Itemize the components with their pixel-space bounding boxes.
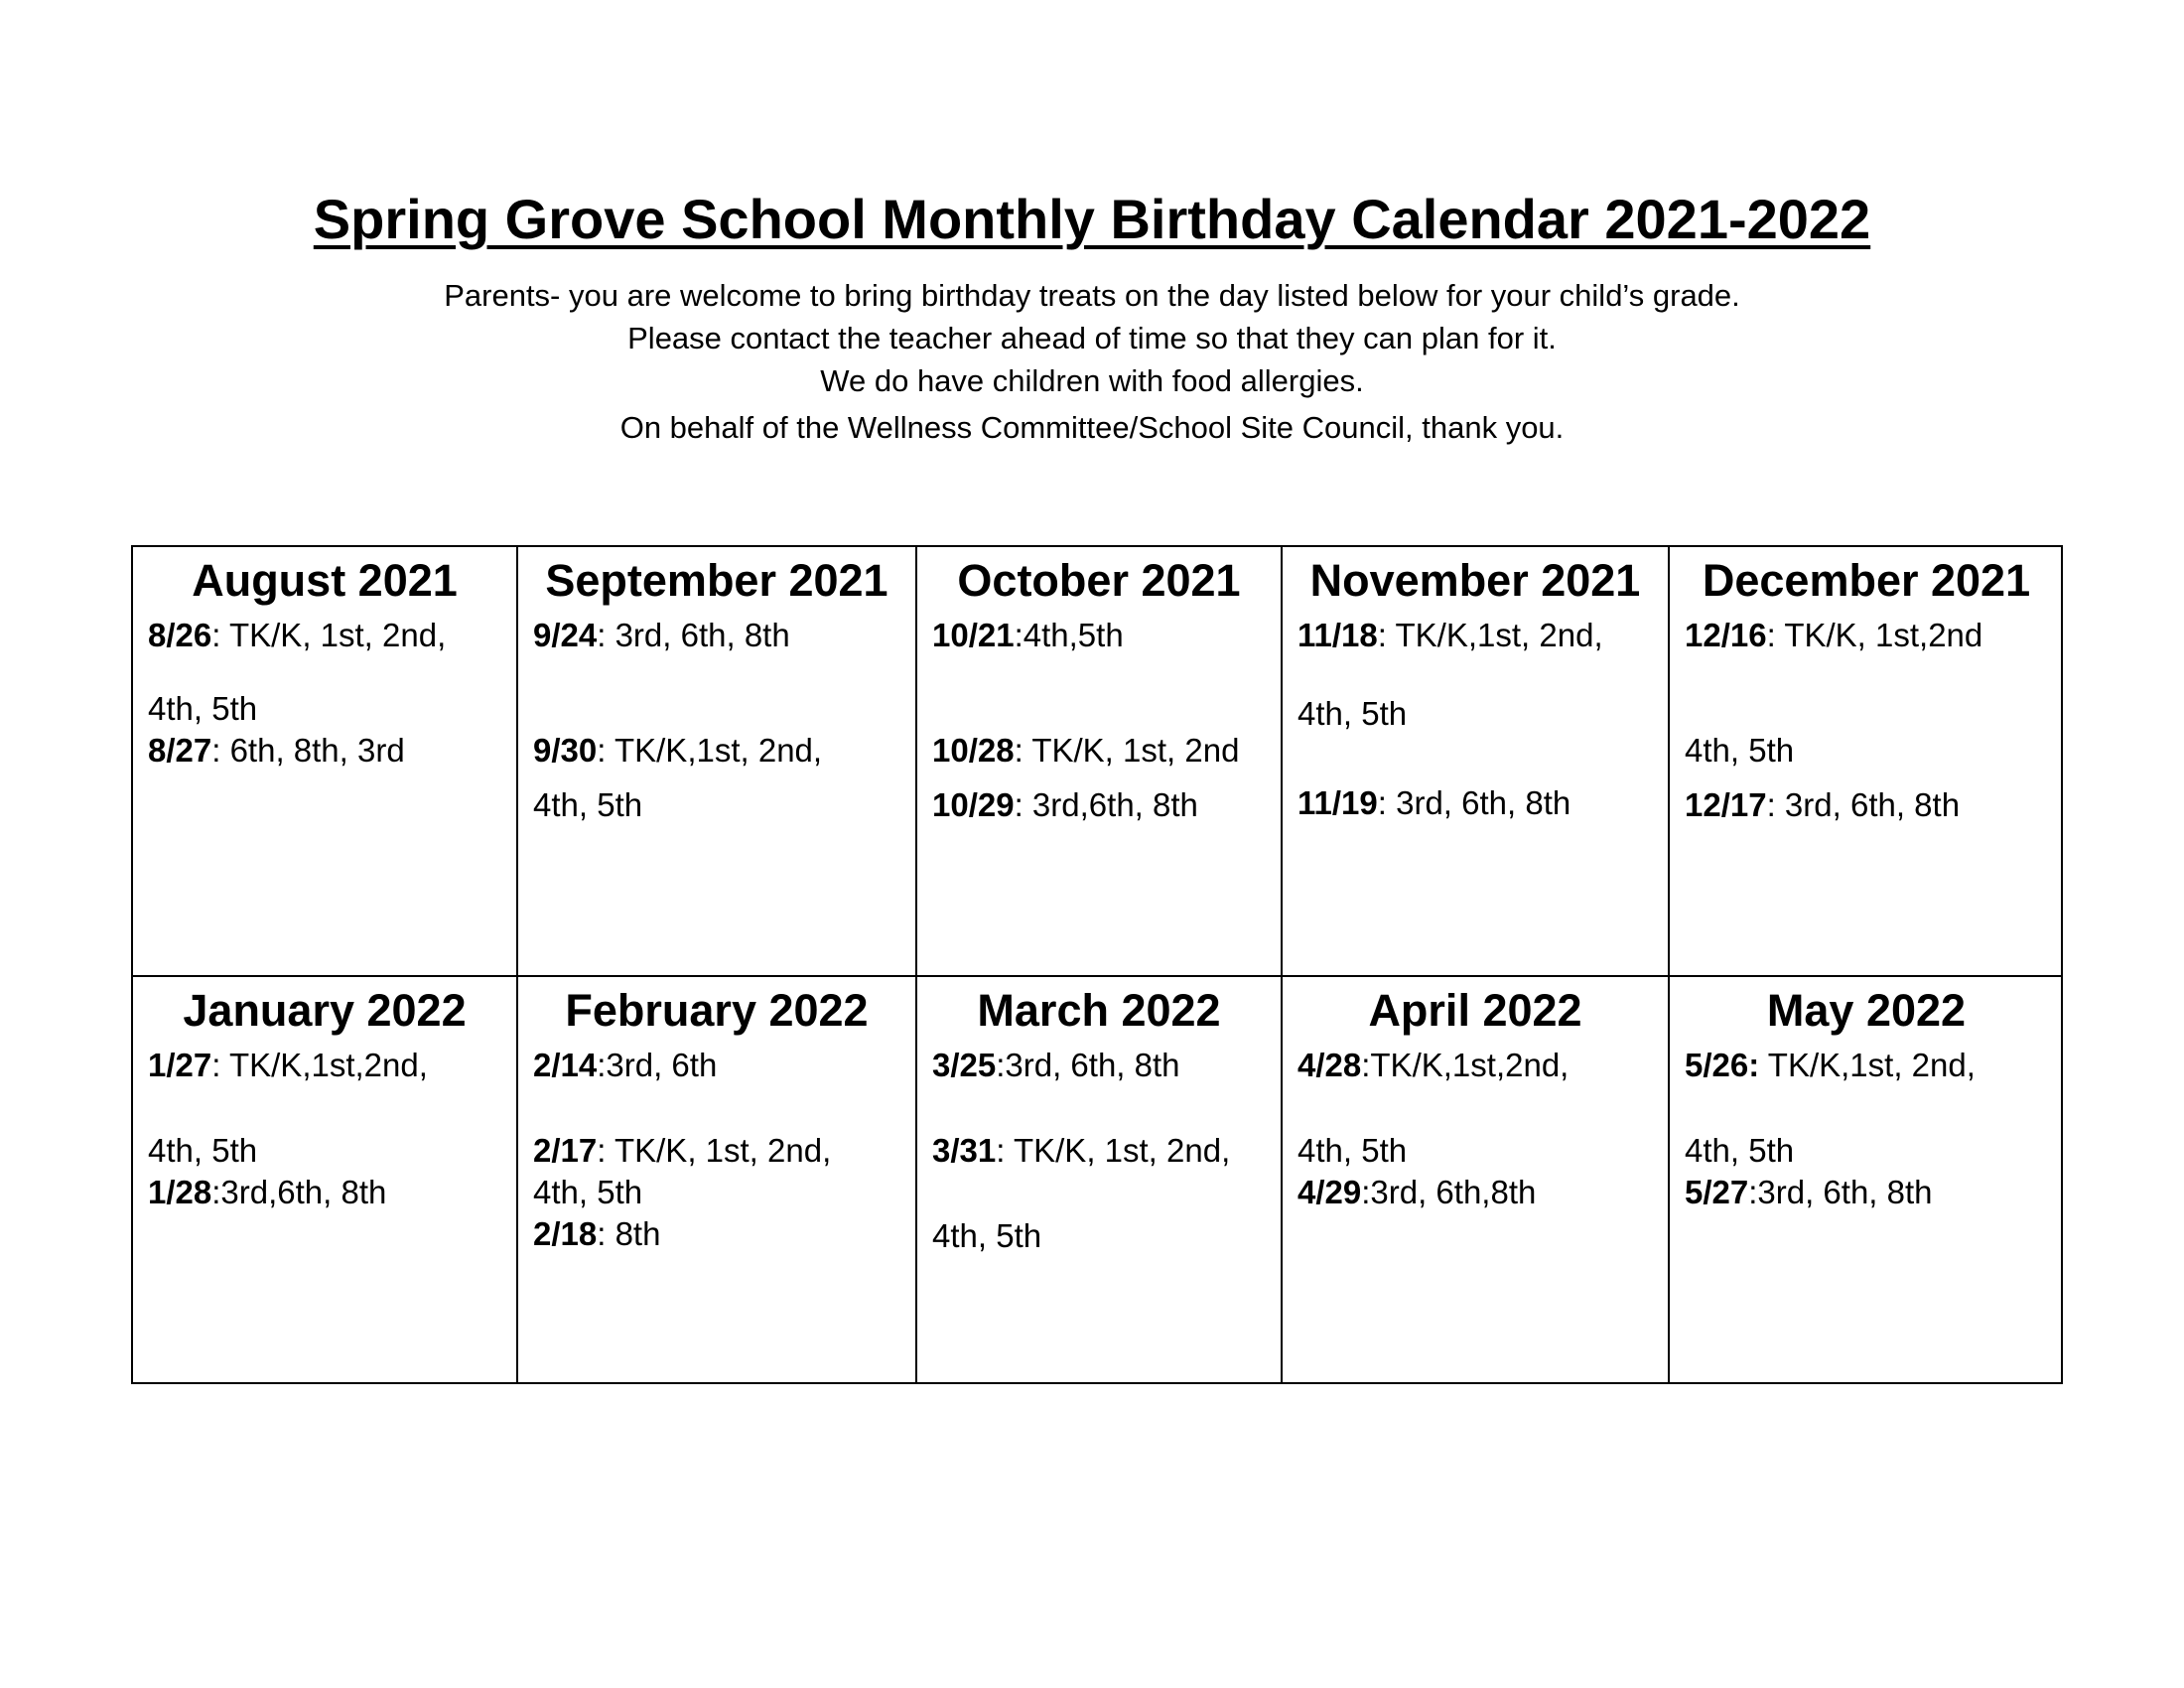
entry-grades: : 3rd, 6th, 8th xyxy=(597,617,790,653)
entry-grades: : TK/K, 1st, 2nd, xyxy=(996,1132,1231,1169)
entry-grades: : TK/K,1st,2nd, xyxy=(211,1047,428,1083)
entry-date: 10/28 xyxy=(932,732,1015,769)
entry-grades: :3rd, 6th,8th xyxy=(1361,1174,1537,1210)
month-cell xyxy=(518,547,917,977)
month-cell xyxy=(917,547,1283,977)
entry-grades: : 3rd, 6th, 8th xyxy=(1766,786,1961,823)
month-entries xyxy=(932,615,1281,826)
month-cell xyxy=(133,977,518,1384)
entry-grades: 4th, 5th xyxy=(1685,732,1795,769)
entry-grades: : 3rd, 6th, 8th xyxy=(1377,784,1571,821)
entry-grades: 4th, 5th xyxy=(1685,1132,1795,1169)
month-cell xyxy=(1283,547,1670,977)
birthday-entry xyxy=(533,1172,915,1213)
entry-date: 9/24 xyxy=(533,617,598,653)
birthday-entry xyxy=(1297,1130,1668,1172)
intro-line: Please contact the teacher ahead of time so that they can plan for it. xyxy=(627,321,1557,355)
birthday-entry xyxy=(533,784,915,826)
entry-grades: 4th, 5th xyxy=(533,1174,643,1210)
entry-grades: :3rd,6th, 8th xyxy=(211,1174,387,1210)
birthday-entry xyxy=(1297,615,1668,656)
entry-date: 1/28 xyxy=(148,1174,212,1210)
month-title: October 2021 xyxy=(957,555,1241,606)
entry-date: 4/28 xyxy=(1297,1047,1362,1083)
intro-line: We do have children with food allergies. xyxy=(820,363,1364,398)
month-title: January 2022 xyxy=(183,985,467,1036)
birthday-entry xyxy=(533,1213,915,1255)
birthday-entry xyxy=(148,1130,516,1172)
month-title: February 2022 xyxy=(565,985,869,1036)
intro-line: Parents- you are welcome to bring birthday treats on the day listed below for your child’s grade. xyxy=(444,278,1740,313)
entry-grades: :3rd, 6th, 8th xyxy=(1748,1174,1933,1210)
entry-grades: TK/K,1st, 2nd, xyxy=(1759,1047,1976,1083)
birthday-entry xyxy=(932,615,1281,656)
entry-grades: 4th, 5th xyxy=(932,1217,1042,1254)
birthday-entry xyxy=(932,1045,1281,1086)
entry-date: 10/29 xyxy=(932,786,1015,823)
month-title: August 2021 xyxy=(192,555,458,606)
birthday-entry xyxy=(1685,1045,2063,1086)
birthday-entry xyxy=(932,1215,1281,1257)
birthday-entry xyxy=(148,730,516,772)
birthday-entry xyxy=(932,730,1281,772)
birthday-entry xyxy=(1685,1130,2063,1172)
entry-date: 5/27 xyxy=(1685,1174,1749,1210)
entry-date: 2/18 xyxy=(533,1215,598,1252)
intro-line: On behalf of the Wellness Committee/School Site Council, thank you. xyxy=(619,410,1565,445)
entry-grades: 4th, 5th xyxy=(533,786,643,823)
entry-date: 3/31 xyxy=(932,1132,997,1169)
birthday-entry xyxy=(1297,1172,1668,1213)
month-entries xyxy=(1685,1045,2063,1213)
entry-grades: 4th, 5th xyxy=(148,690,258,727)
entry-grades: 4th, 5th xyxy=(148,1132,258,1169)
entry-date: 11/18 xyxy=(1297,617,1378,653)
entry-date: 8/27 xyxy=(148,732,212,769)
entry-date: 8/26 xyxy=(148,617,212,653)
birthday-entry xyxy=(533,1130,915,1172)
birthday-entry xyxy=(1297,782,1668,824)
entry-date: 12/16 xyxy=(1685,617,1767,653)
entry-date: 3/25 xyxy=(932,1047,997,1083)
entry-date: 4/29 xyxy=(1297,1174,1362,1210)
entry-date: 9/30 xyxy=(533,732,598,769)
entry-date: 12/17 xyxy=(1685,786,1767,823)
month-cell xyxy=(917,977,1283,1384)
entry-grades: :TK/K,1st,2nd, xyxy=(1361,1047,1570,1083)
entry-grades: : TK/K, 1st, 2nd, xyxy=(597,1132,832,1169)
month-cell xyxy=(1283,977,1670,1384)
month-title: May 2022 xyxy=(1766,985,1967,1036)
month-title: April 2022 xyxy=(1368,985,1582,1036)
month-entries xyxy=(148,1045,516,1213)
birthday-entry xyxy=(1685,1172,2063,1213)
birthday-entry xyxy=(1685,784,2063,826)
entry-date: 2/14 xyxy=(533,1047,598,1083)
month-title: March 2022 xyxy=(977,985,1221,1036)
entry-grades: : TK/K, 1st, 2nd xyxy=(1014,732,1240,769)
month-cell xyxy=(1670,977,2063,1384)
month-title: September 2021 xyxy=(545,555,888,606)
birthday-entry xyxy=(148,688,516,730)
entry-grades: : TK/K,1st, 2nd, xyxy=(1377,617,1603,653)
month-cell xyxy=(1670,547,2063,977)
birthday-entry xyxy=(148,615,516,656)
month-title: December 2021 xyxy=(1702,555,2031,606)
month-entries xyxy=(1297,615,1668,824)
birthday-entry xyxy=(148,1172,516,1213)
entry-grades: : TK/K, 1st,2nd xyxy=(1766,617,1983,653)
entry-grades: 4th, 5th xyxy=(1297,695,1408,732)
entry-grades: :3rd, 6th xyxy=(597,1047,718,1083)
birthday-entry xyxy=(533,1045,915,1086)
month-entries xyxy=(533,1045,915,1255)
birthday-entry xyxy=(932,1130,1281,1172)
birthday-entry xyxy=(1297,693,1668,735)
birthday-entry xyxy=(533,615,915,656)
birthday-entry xyxy=(533,730,915,772)
month-entries xyxy=(932,1045,1281,1257)
birthday-entry xyxy=(1685,615,2063,656)
intro-text xyxy=(0,274,2184,449)
entry-grades: : TK/K,1st, 2nd, xyxy=(597,732,823,769)
entry-date: 5/26: xyxy=(1685,1047,1760,1083)
month-cell xyxy=(518,977,917,1384)
entry-grades: : 3rd,6th, 8th xyxy=(1014,786,1198,823)
entry-date: 1/27 xyxy=(148,1047,212,1083)
entry-grades: : 8th xyxy=(597,1215,661,1252)
entry-grades: : TK/K, 1st, 2nd, xyxy=(211,617,447,653)
entry-date: 2/17 xyxy=(533,1132,598,1169)
birthday-entry xyxy=(148,1045,516,1086)
month-cell xyxy=(133,547,518,977)
month-entries xyxy=(1685,615,2063,826)
entry-grades: 4th, 5th xyxy=(1297,1132,1408,1169)
entry-date: 10/21 xyxy=(932,617,1015,653)
page-title: Spring Grove School Monthly Birthday Calendar 2021-2022 xyxy=(313,188,1871,250)
entry-grades: :3rd, 6th, 8th xyxy=(996,1047,1180,1083)
birthday-calendar-table xyxy=(131,545,2063,1384)
month-entries xyxy=(533,615,915,826)
birthday-entry xyxy=(1685,730,2063,772)
month-title: November 2021 xyxy=(1309,555,1641,606)
birthday-entry xyxy=(932,784,1281,826)
entry-grades: :4th,5th xyxy=(1014,617,1124,653)
entry-grades: : 6th, 8th, 3rd xyxy=(211,732,405,769)
birthday-entry xyxy=(1297,1045,1668,1086)
entry-date: 11/19 xyxy=(1297,784,1378,821)
month-entries xyxy=(1297,1045,1668,1213)
month-entries xyxy=(148,615,516,772)
